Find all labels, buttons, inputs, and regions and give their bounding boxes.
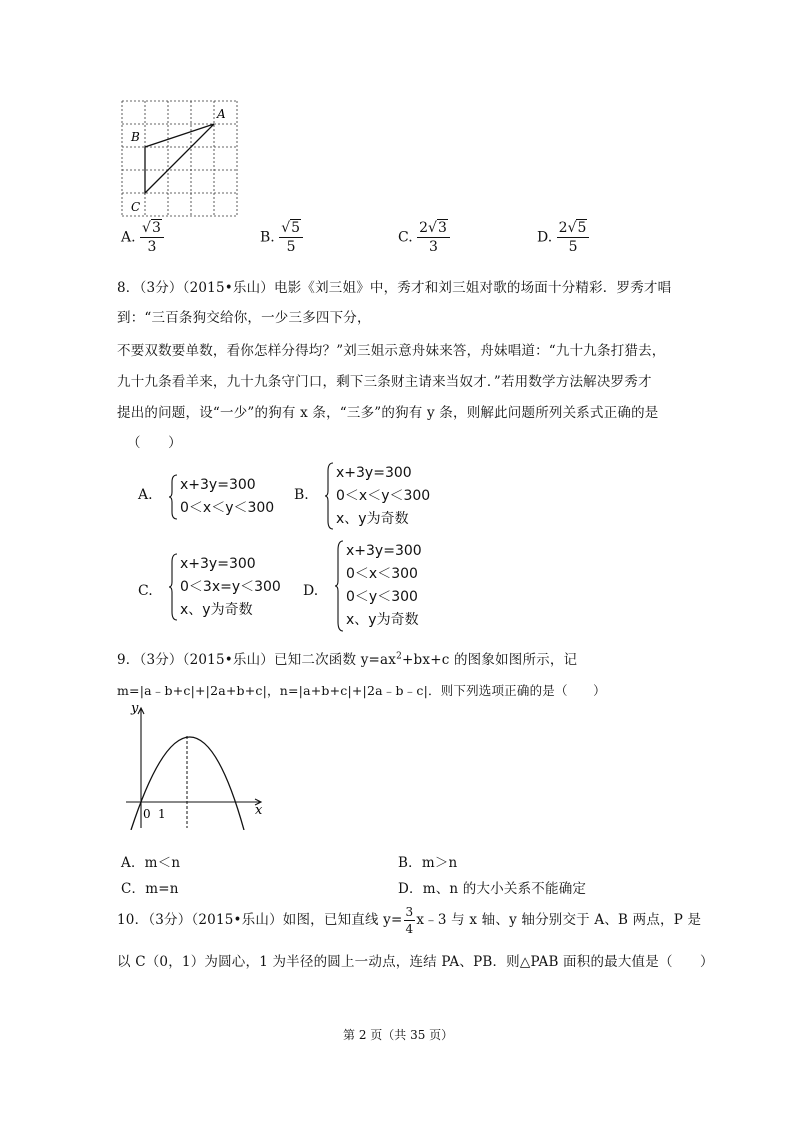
q8-option-d-row-4: x、y为奇数 bbox=[346, 612, 419, 628]
q8-option-c-brace bbox=[168, 553, 178, 621]
q7-option-c-value: $\frac{2√3}{3}$ bbox=[417, 221, 450, 254]
q8-option-b-row-1: x+3y=300 bbox=[336, 465, 412, 481]
q7-option-a bbox=[121, 221, 164, 254]
q7-option-b-value: $\frac{√5}{5}$ bbox=[279, 221, 303, 254]
label-origin: 0 bbox=[143, 807, 151, 821]
q8-option-a-system bbox=[168, 474, 288, 522]
q8-option-a-row-2: 0＜x＜y＜300 bbox=[180, 500, 275, 516]
q8-line-5: 提出的问题，设“一少”的狗有 x 条，“三多”的狗有 y 条，则解此问题所列关系式正确的是 bbox=[117, 405, 659, 421]
q8-line-6: （ ） bbox=[127, 435, 182, 451]
q8-option-a-brace bbox=[168, 474, 178, 520]
q8-option-b-letter: B. bbox=[294, 487, 309, 503]
q8-option-d-row-2: 0＜x＜300 bbox=[346, 566, 418, 582]
q7-option-c bbox=[398, 221, 450, 254]
q8-option-b-brace bbox=[324, 462, 334, 530]
q8-option-d-row-1: x+3y=300 bbox=[346, 543, 422, 559]
q7-option-a-letter: A. bbox=[121, 229, 136, 246]
q8-option-b-system bbox=[324, 462, 444, 532]
q7-option-d-letter: D. bbox=[537, 229, 553, 246]
q8-option-c-letter: C. bbox=[138, 583, 153, 599]
q8-option-a-row-1: x+3y=300 bbox=[180, 477, 256, 493]
q8-option-b-row-2: 0＜x＜y＜300 bbox=[336, 488, 431, 504]
q10-line-2: 以 C（0，1）为圆心，1 为半径的圆上一动点，连结 PA、PB．则△PAB 面积的最大值是（ ） bbox=[117, 954, 714, 970]
label-x: x bbox=[255, 803, 263, 818]
label-c: C bbox=[131, 200, 141, 214]
q8-option-c-row-3: x、y为奇数 bbox=[180, 602, 253, 618]
q7-option-d bbox=[537, 221, 589, 254]
q7-option-c-letter: C. bbox=[398, 229, 413, 246]
q9-option-d: D．m、n 的大小关系不能确定 bbox=[398, 881, 587, 897]
q9-line-1: 9．（3分）（2015•乐山）已知二次函数 $y=ax^2+bx+c$ 的图象如图所示，记 bbox=[117, 651, 578, 668]
q7-option-a-value: $\frac{√3}{3}$ bbox=[140, 221, 164, 254]
q8-line-4: 九十九条看羊来，九十九条守门口，剩下三条财主请来当奴才．”若用数学方法解决罗秀才 bbox=[117, 374, 652, 390]
q8-line-1: 8．（3分）（2015•乐山）电影《刘三姐》中，秀才和刘三姐对歌的场面十分精彩．罗秀才唱 bbox=[117, 280, 672, 296]
q7-option-b-letter: B. bbox=[260, 229, 275, 246]
q8-option-d-letter: D. bbox=[303, 583, 319, 599]
label-a: A bbox=[217, 107, 226, 121]
q7-option-b bbox=[260, 221, 303, 254]
label-one: 1 bbox=[158, 807, 166, 821]
q9-option-a: A．m＜n bbox=[121, 855, 181, 871]
q8-line-2: 到：“三百条狗交给你，一少三多四下分， bbox=[117, 310, 371, 326]
q8-option-b-row-3: x、y为奇数 bbox=[336, 511, 409, 527]
label-b: B bbox=[131, 130, 140, 144]
q8-option-a-letter: A. bbox=[138, 487, 153, 503]
q9-parabola-graph bbox=[118, 700, 268, 830]
q9-option-c: C．m=n bbox=[121, 881, 179, 897]
q8-option-d-system bbox=[334, 540, 454, 634]
q8-line-3: 不要双数要单数，看你怎样分得均？”刘三姐示意舟妹来答，舟妹唱道：“九十九条打猎去， bbox=[117, 343, 666, 359]
q9-option-b: B．m＞n bbox=[398, 855, 458, 871]
q8-option-c-row-1: x+3y=300 bbox=[180, 556, 256, 572]
q9-line-2: m=|a﹣b+c|+|2a+b+c|，n=|a+b+c|+|2a﹣b﹣c|．则下列选项正确的是（ ） bbox=[117, 683, 606, 698]
q8-option-c-system bbox=[168, 553, 288, 623]
page-footer: 第 2 页（共 35 页） bbox=[343, 1028, 454, 1042]
triangle-abc bbox=[145, 124, 214, 193]
q7-grid-figure bbox=[120, 99, 240, 219]
label-y: y bbox=[131, 701, 139, 716]
q8-option-d-row-3: 0＜y＜300 bbox=[346, 589, 418, 605]
q7-option-d-value: $\frac{2√5}{5}$ bbox=[557, 221, 590, 254]
q8-option-d-brace bbox=[334, 540, 344, 632]
q8-option-c-row-2: 0＜3x=y＜300 bbox=[180, 579, 281, 595]
q10-line-1: 10．（3分）（2015•乐山）如图，已知直线 y= $\frac{3}{4}$ x﹣3 与 x 轴、y 轴分别交于 A、B 两点，P 是 bbox=[117, 905, 702, 936]
